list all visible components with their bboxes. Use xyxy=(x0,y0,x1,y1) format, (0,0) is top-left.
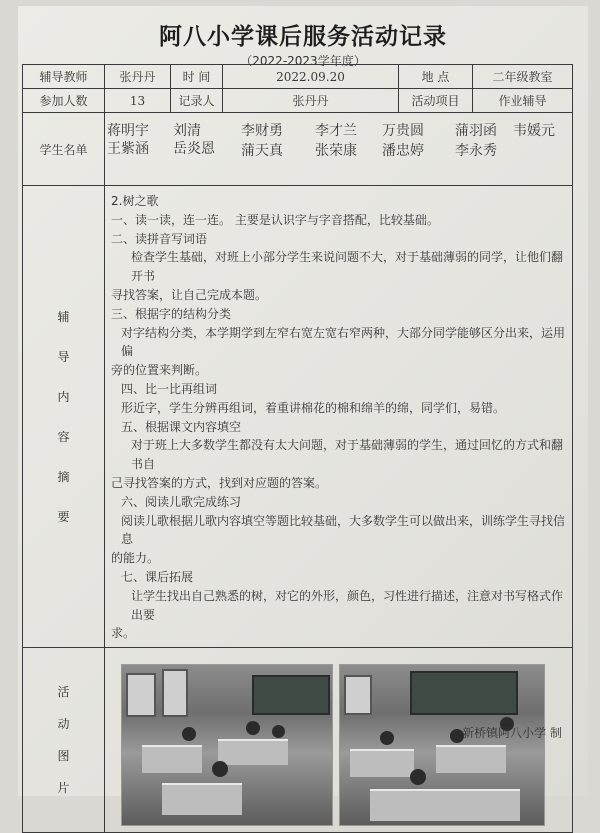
label-char: 活 xyxy=(57,685,70,700)
summary-line: 四、比一比再组词 xyxy=(121,381,218,396)
summary-line: 对于班上大多数学生都没有太大问题，对于基础薄弱的学生，通过回忆的方式和翻书自 xyxy=(131,438,564,472)
footer-note: 新桥镇阿八小学 制 xyxy=(462,726,562,740)
teacher-value: 张丹丹 xyxy=(105,65,171,89)
count-label: 参加人数 xyxy=(23,89,105,113)
page-title: 阿八小学课后服务活动记录 xyxy=(159,24,447,50)
count-value: 13 xyxy=(105,89,171,113)
summary-line: 七、课后拓展 xyxy=(121,569,194,584)
student-list xyxy=(105,116,572,182)
student-name: 韦媛元 xyxy=(513,123,555,139)
label-char: 内 xyxy=(57,389,70,404)
student-name: 潘忠婷 xyxy=(382,143,424,159)
student-name: 李才兰 xyxy=(315,123,357,139)
summary-line: 求。 xyxy=(111,626,136,641)
student-name: 李财勇 xyxy=(241,123,283,139)
summary-line: 形近字，学生分辨再组词，着重讲棉花的棉和绵羊的绵，同学们，易错。 xyxy=(121,400,506,415)
school-year: （2022-2023学年度） xyxy=(240,54,366,68)
summary-line: 检查学生基础，对班上小部分学生来说问题不大，对于基础薄弱的同学，让他们翻开书 xyxy=(131,250,564,284)
summary-line: 旁的位置来判断。 xyxy=(111,363,208,378)
teacher-label: 辅导教师 xyxy=(23,65,105,89)
summary-line: 己寻找答案的方式，找到对应题的答案。 xyxy=(111,475,328,490)
summary-content xyxy=(105,186,573,648)
label-char: 要 xyxy=(57,509,70,524)
summary-line: 让学生找出自己熟悉的树，对它的外形，颜色，习性进行描述，注意对书写格式作出要 xyxy=(131,588,564,622)
place-value: 二年级教室 xyxy=(473,65,573,89)
students-label: 学生名单 xyxy=(23,113,105,186)
project-value: 作业辅导 xyxy=(473,89,573,113)
summary-line: 二、读拼音写词语 xyxy=(111,231,208,246)
record-table xyxy=(22,64,573,833)
summary-line: 2.树之歌 xyxy=(111,194,159,208)
label-char: 图 xyxy=(57,749,70,764)
summary-label xyxy=(23,186,105,648)
student-name: 刘清 xyxy=(173,123,201,139)
student-name: 岳炎恩 xyxy=(173,141,215,157)
recorder-value: 张丹丹 xyxy=(223,89,399,113)
time-label: 时 间 xyxy=(171,65,223,89)
label-char: 片 xyxy=(57,781,70,796)
summary-line: 一、读一读，连一连。 主要是认识字与字音搭配，比较基础。 xyxy=(111,212,439,227)
student-name: 李永秀 xyxy=(455,143,497,159)
summary-line: 阅读儿歌根据儿歌内容填空等题比较基础，大多数学生可以做出来，训练学生寻找信息 xyxy=(121,513,566,547)
summary-line: 五、根据课文内容填空 xyxy=(121,419,242,434)
photos-label xyxy=(23,648,105,833)
label-char: 导 xyxy=(57,349,70,364)
place-label: 地 点 xyxy=(399,65,473,89)
time-value: 2022.09.20 xyxy=(223,65,399,89)
student-name: 蒲羽函 xyxy=(455,123,497,139)
summary-line: 三、根据字的结构分类 xyxy=(111,306,232,321)
summary-line: 六、阅读儿歌完成练习 xyxy=(121,494,242,509)
student-name: 蒲天真 xyxy=(241,143,283,159)
label-char: 容 xyxy=(57,429,70,444)
student-name: 蒋明宇 xyxy=(107,123,149,139)
summary-line: 的能力。 xyxy=(111,551,160,566)
label-char: 辅 xyxy=(57,309,70,324)
recorder-label: 记录人 xyxy=(171,89,223,113)
classroom-photo-1 xyxy=(121,664,333,826)
summary-line: 对字结构分类，本学期学到左窄右宽左宽右窄两种，大部分同学能够区分出来，运用偏 xyxy=(121,325,566,359)
label-char: 摘 xyxy=(57,469,70,484)
summary-line: 寻找答案，让自己完成本题。 xyxy=(111,287,268,302)
classroom-photo-2 xyxy=(339,664,545,826)
student-name: 王紫涵 xyxy=(107,141,149,157)
student-name: 张荣康 xyxy=(315,143,357,159)
student-name: 万贵圆 xyxy=(382,123,424,139)
label-char: 动 xyxy=(57,717,70,732)
project-label: 活动项目 xyxy=(399,89,473,113)
